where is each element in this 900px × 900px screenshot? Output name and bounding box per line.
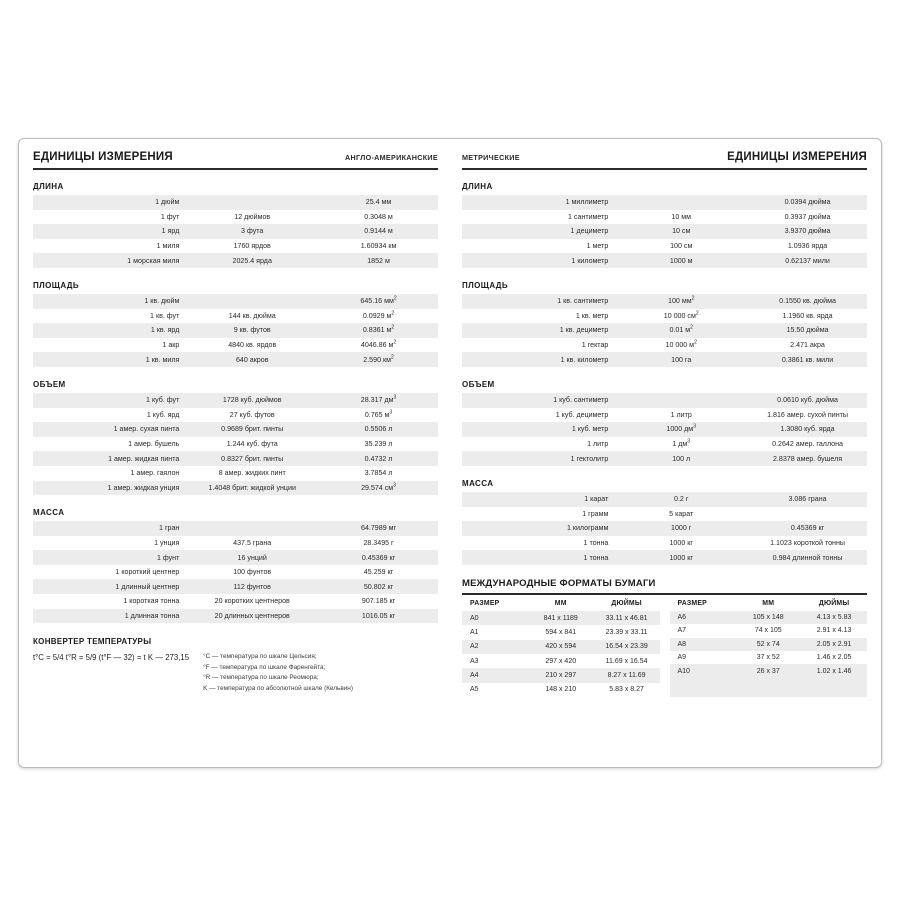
table-cell: 10 000 $м^2$ <box>665 339 697 350</box>
section-title: МАССА <box>33 508 65 518</box>
table-cell: 35.239 л <box>364 440 393 449</box>
table-cell: 1 куб. фут <box>33 393 185 408</box>
conversion-table <box>33 294 438 367</box>
table-cell: 1.4048 брит. жидкой унции <box>185 481 319 496</box>
table-row <box>33 352 438 367</box>
table-cell: 2.8378 амер. бушеля <box>748 451 867 466</box>
table-cell: 1 кв. дюйм <box>33 294 185 309</box>
table-cell: 20 длинных центнеров <box>185 609 319 624</box>
table-cell: A8 <box>670 638 736 651</box>
table-row <box>670 664 868 677</box>
table-row <box>462 352 867 367</box>
table-cell: 4046.86 $м^2$ <box>360 339 397 350</box>
temperature-legend <box>203 652 353 694</box>
conversion-table <box>462 492 867 565</box>
section-volume-metric <box>462 380 867 466</box>
left-column-header <box>33 151 438 170</box>
table-cell: 0.765 $м^3$ <box>364 409 393 419</box>
table-cell: 1 кв. метр <box>575 311 609 320</box>
table-cell: 645.16 $мм^2$ <box>319 294 438 309</box>
table-row <box>33 338 438 353</box>
table-cell: 1 амер. жидкая пинта <box>33 451 185 466</box>
table-cell: 907.185 кг <box>361 597 396 606</box>
paper-formats-tables <box>462 595 867 697</box>
table-cell: 1 короткая тонна <box>123 597 180 606</box>
table-cell: 0.45369 кг <box>319 550 438 565</box>
table-cell: 20 коротких центнеров <box>214 597 290 606</box>
table-body <box>33 294 438 367</box>
table-cell: 5 карат <box>669 509 694 518</box>
conversion-table <box>462 294 867 367</box>
table-cell: 11.69 x 16.54 <box>605 657 648 665</box>
table-row <box>33 609 438 624</box>
table-row <box>462 668 660 682</box>
table-cell: 1 литр <box>670 410 692 419</box>
table-cell <box>801 678 867 697</box>
table-cell: 1 унция <box>154 538 180 547</box>
left-column <box>19 139 450 767</box>
table-cell: A0 <box>462 611 528 625</box>
table-row <box>462 437 867 452</box>
table-cell: 1 куб. дециметр <box>555 410 609 419</box>
section-title: МАССА <box>462 478 494 488</box>
table-row <box>462 195 867 210</box>
table-row <box>462 625 660 639</box>
table-cell: 0.9689 брит. пинты <box>185 422 319 437</box>
section-volume-imperial <box>33 380 438 495</box>
table-cell: 105 x 148 <box>735 611 801 624</box>
table-cell: 594 x 841 <box>545 628 577 636</box>
table-cell: 1 километр <box>462 253 614 268</box>
table-row <box>462 492 867 507</box>
table-cell: 10 мм <box>671 212 692 221</box>
table-cell: 1 фут <box>160 212 180 221</box>
table-cell: 0.2 г <box>614 492 748 507</box>
table-row <box>462 408 867 423</box>
paper-table-left <box>462 595 660 697</box>
table-cell: 112 фунтов <box>185 579 319 594</box>
table-cell: 100 га <box>614 352 748 367</box>
table-cell: 0.0394 дюйма <box>748 195 867 210</box>
table-cell: 1 кв. ярд <box>33 323 185 338</box>
table-cell: 1 гектолитр <box>462 451 614 466</box>
table-cell: 9 кв. футов <box>185 323 319 338</box>
table-body <box>462 393 867 466</box>
table-row <box>462 309 867 324</box>
table-cell: 29.574 $см^3$ <box>319 481 438 496</box>
table-cell: 420 x 594 <box>528 640 594 654</box>
paper-header-row <box>670 595 868 611</box>
table-cell: 100 л <box>614 451 748 466</box>
table-cell: 37 x 52 <box>756 654 780 662</box>
table-cell: 33.11 x 46.81 <box>594 611 660 625</box>
table-cell <box>614 195 748 210</box>
table-cell: 0.8327 брит. пинты <box>185 451 319 466</box>
section-length-imperial <box>33 182 438 268</box>
table-row <box>33 224 438 239</box>
table-row <box>33 253 438 268</box>
table-cell: 640 акров <box>185 352 319 367</box>
table-row <box>462 294 867 309</box>
table-cell: 1.1960 кв. ярда <box>782 311 833 320</box>
table-cell: 1 дюйм <box>33 195 185 210</box>
table-cell: 16.54 x 23.39 <box>594 640 660 654</box>
table-cell: 1016.05 кг <box>319 609 438 624</box>
table-cell: 1000 м <box>614 253 748 268</box>
table-cell: 3 фута <box>185 224 319 239</box>
table-cell: 1 амер. бушель <box>128 440 180 449</box>
table-cell: 1.1023 короткой тонны <box>770 538 845 547</box>
table-row <box>33 309 438 324</box>
table-row <box>462 253 867 268</box>
table-cell: A10 <box>670 664 736 677</box>
table-row <box>462 683 660 697</box>
table-cell: 0.5506 л <box>319 422 438 437</box>
table-row <box>462 210 867 225</box>
table-cell: 1 морская миля <box>33 253 185 268</box>
table-cell: 64.7989 мг <box>319 521 438 536</box>
table-cell: 2025.4 ярда <box>185 253 319 268</box>
table-cell: 1 литр <box>587 440 609 449</box>
paper-table-head <box>462 595 660 611</box>
table-row <box>33 579 438 594</box>
table-cell: 297 x 420 <box>545 657 577 665</box>
table-cell: 1 куб. сантиметр <box>462 393 614 408</box>
table-cell: 2.05 x 2.91 <box>801 638 867 651</box>
table-cell: 1 килограмм <box>462 521 614 536</box>
table-row <box>33 422 438 437</box>
column-header: РАЗМЕР <box>677 599 707 607</box>
table-cell: 1760 ярдов <box>233 242 271 251</box>
table-cell: A3 <box>470 657 479 665</box>
table-row <box>670 624 868 637</box>
table-cell: 4.13 x 5.83 <box>801 611 867 624</box>
table-cell: 1 миллиметр <box>462 195 614 210</box>
table-cell: 0.984 длинной тонны <box>748 550 867 565</box>
column-header: ММ <box>554 599 567 607</box>
table-cell: 12 дюймов <box>234 212 271 221</box>
table-row <box>33 550 438 565</box>
table-cell: 1 миля <box>156 242 180 251</box>
table-cell: 45.259 кг <box>363 568 394 577</box>
table-row <box>33 239 438 254</box>
column-header: РАЗМЕР <box>470 599 500 607</box>
table-cell: 1000 кг <box>614 550 748 565</box>
reference-card <box>18 138 882 768</box>
table-row <box>33 294 438 309</box>
table-cell: 1 дециметр <box>462 224 614 239</box>
conversion-table <box>33 393 438 495</box>
paper-header-row <box>462 595 660 611</box>
column-header: ДЮЙМЫ <box>611 599 642 607</box>
table-row <box>462 323 867 338</box>
table-cell: 1.02 x 1.46 <box>801 664 867 677</box>
section-title: ДЛИНА <box>33 182 64 191</box>
table-row <box>462 611 660 625</box>
table-cell: 1 акр <box>162 341 180 350</box>
conversion-table <box>33 521 438 623</box>
table-cell: 0.4732 л <box>319 451 438 466</box>
table-cell: 1 длинная тонна <box>33 609 185 624</box>
table-body <box>462 492 867 565</box>
table-row <box>33 408 438 423</box>
temperature-converter <box>33 637 438 694</box>
table-cell: 1 фунт <box>33 550 185 565</box>
table-cell: 8.27 x 11.69 <box>594 668 660 682</box>
table-row <box>33 521 438 536</box>
table-cell: 25.4 мм <box>319 195 438 210</box>
table-cell: 1000 кг <box>669 538 693 547</box>
table-row <box>462 550 867 565</box>
table-row <box>33 393 438 408</box>
table-row <box>462 536 867 551</box>
table-cell: 100 см <box>670 242 693 251</box>
table-cell: 1 карат <box>462 492 614 507</box>
table-cell: 841 x 1189 <box>528 611 594 625</box>
table-row <box>33 466 438 481</box>
table-cell: 1 грамм <box>582 509 609 518</box>
table-row <box>462 224 867 239</box>
table-cell: 1 короткий центнер <box>115 568 180 577</box>
table-cell: 0.8361 $м^2$ <box>319 323 438 338</box>
table-cell: 0.3048 м <box>364 212 393 221</box>
table-cell: 1 гран <box>33 521 185 536</box>
table-cell: 0.9144 м <box>319 224 438 239</box>
table-cell: 0.1550 кв. дюйма <box>748 294 867 309</box>
table-row <box>670 678 868 697</box>
section-title: ПЛОЩАДЬ <box>462 280 509 290</box>
table-cell: 28.317 $дм^3$ <box>319 393 438 408</box>
table-cell: 50.802 кг <box>319 579 438 594</box>
section-area-imperial <box>33 281 438 367</box>
table-row <box>670 638 868 651</box>
table-cell: 5.83 x 8.27 <box>609 686 644 694</box>
column-header: ДЮЙМЫ <box>818 599 850 607</box>
table-cell: 3.086 грана <box>748 492 867 507</box>
table-cell: 1 $дм^3$ <box>672 438 691 449</box>
table-cell: 210 x 297 <box>528 668 594 682</box>
legend-line: °F — температура по шкале Фаренгейта; <box>203 663 326 671</box>
table-cell: 16 унций <box>185 550 319 565</box>
table-cell: 2.471 акра <box>790 341 825 350</box>
table-cell: 2.590 $км^2$ <box>319 352 438 367</box>
table-cell: 100 фунтов <box>233 568 272 577</box>
table-cell: 1 куб. ярд <box>146 410 180 419</box>
left-header-title: ЕДИНИЦЫ ИЗМЕРЕНИЯ <box>33 151 173 163</box>
paper-table-right <box>670 595 868 697</box>
table-cell <box>185 521 319 536</box>
table-cell: A6 <box>670 611 736 624</box>
table-cell: 1728 куб. дюймов <box>185 393 319 408</box>
table-row <box>670 611 868 624</box>
table-row <box>33 565 438 580</box>
table-row <box>462 507 867 522</box>
table-cell: 2.91 x 4.13 <box>816 627 852 635</box>
table-cell: 3.9370 дюйма <box>748 224 867 239</box>
paper-table-head <box>670 595 868 611</box>
table-body <box>462 195 867 268</box>
table-cell: 0.62137 мили <box>748 253 867 268</box>
table-cell: 1 сантиметр <box>568 212 609 221</box>
temperature-title: КОНВЕРТЕР ТЕМПЕРАТУРЫ <box>33 637 152 647</box>
table-row <box>462 654 660 668</box>
table-cell: 0.2642 амер. галлона <box>772 440 843 449</box>
right-header-subtitle: МЕТРИЧЕСКИЕ <box>462 153 520 162</box>
table-cell <box>185 195 319 210</box>
conversion-table <box>462 393 867 466</box>
table-cell: A7 <box>677 627 687 635</box>
paper-formats-title: МЕЖДУНАРОДНЫЕ ФОРМАТЫ БУМАГИ <box>462 578 867 595</box>
conversion-table <box>462 195 867 268</box>
table-cell: A5 <box>470 686 479 694</box>
temperature-formula: t°C = 5/4 t°R = 5/9 (t°F — 32) = t K — 273,15 <box>33 653 190 663</box>
table-cell: 1 кв. километр <box>462 352 614 367</box>
right-header-title: ЕДИНИЦЫ ИЗМЕРЕНИЯ <box>727 151 867 163</box>
table-row <box>462 521 867 536</box>
right-column <box>450 139 881 767</box>
table-body <box>33 195 438 268</box>
table-cell: 1 тонна <box>583 538 609 547</box>
table-cell <box>614 393 748 408</box>
conversion-table <box>33 195 438 268</box>
right-column-header <box>462 151 867 170</box>
table-cell: A1 <box>470 628 479 636</box>
table-cell <box>735 678 801 697</box>
table-cell: 1 амер. гаялон <box>130 469 180 478</box>
section-title: ДЛИНА <box>462 182 493 191</box>
table-cell: 26 x 37 <box>735 664 801 677</box>
table-body <box>33 393 438 495</box>
table-row <box>462 393 867 408</box>
table-cell: 10 000 $см^2$ <box>663 310 699 320</box>
column-header: ММ <box>762 599 775 607</box>
table-row <box>33 437 438 452</box>
table-row <box>33 323 438 338</box>
table-cell: 1852 м <box>319 253 438 268</box>
table-cell: A2 <box>462 640 528 654</box>
table-row <box>33 210 438 225</box>
table-cell: 0.0610 куб. дюйма <box>748 393 867 408</box>
section-area-metric <box>462 281 867 367</box>
table-row <box>462 640 660 654</box>
table-cell: 28.3495 г <box>363 538 394 547</box>
table-cell: 1 кв. сантиметр <box>462 294 614 309</box>
table-row <box>33 536 438 551</box>
table-row <box>33 195 438 210</box>
table-cell: 52 x 74 <box>735 638 801 651</box>
section-title: ОБЪЕМ <box>462 379 495 389</box>
section-length-metric <box>462 182 867 268</box>
table-cell: 1 куб. метр <box>462 422 614 437</box>
table-cell <box>748 507 867 522</box>
paper-body-right <box>670 611 868 697</box>
temperature-body <box>33 652 438 694</box>
section-mass-metric <box>462 479 867 565</box>
paper-body-left <box>462 611 660 697</box>
table-cell: 144 кв. дюйма <box>228 311 276 320</box>
table-row <box>462 239 867 254</box>
table-row <box>33 451 438 466</box>
table-cell: 1 амер. сухая пинта <box>33 422 185 437</box>
table-cell: 0.3937 дюйма <box>784 212 831 221</box>
table-cell: 15.50 дюйма <box>748 323 867 338</box>
section-title: ОБЪЕМ <box>33 379 66 389</box>
table-cell: 1000 г <box>614 521 748 536</box>
table-cell: 0.01 $м^2$ <box>614 323 748 338</box>
table-cell: 8 амер. жидких пинт <box>218 469 286 478</box>
table-cell: 1 длинный центнер <box>33 579 185 594</box>
table-cell: 1 тонна <box>462 550 614 565</box>
legend-line: °R — температура по шкале Реомюра; <box>203 674 319 682</box>
table-row <box>670 651 868 664</box>
legend-line: K — температура по абсолютной шкале (Кельвин) <box>203 684 353 692</box>
table-row <box>462 338 867 353</box>
table-row <box>33 481 438 496</box>
table-cell: 10 см <box>614 224 748 239</box>
table-cell <box>185 294 319 309</box>
table-cell: 1.60934 км <box>360 242 397 251</box>
table-cell: 1 метр <box>586 242 609 251</box>
section-title: ПЛОЩАДЬ <box>33 280 80 290</box>
table-row <box>462 451 867 466</box>
legend-line: °C — температура по шкале Цельсия; <box>203 653 317 661</box>
table-cell: 437.5 грана <box>233 538 272 547</box>
table-cell: 0.3861 кв. мили <box>748 352 867 367</box>
table-cell: 1 амер. жидкая унция <box>33 481 185 496</box>
table-cell: A9 <box>677 654 687 662</box>
table-cell: 27 куб. футов <box>229 410 275 419</box>
table-cell: 1 кв. фут <box>150 311 180 320</box>
table-cell: 1 ярд <box>33 224 185 239</box>
table-cell: 1 кв. миля <box>33 352 185 367</box>
table-cell: 0.45369 кг <box>748 521 867 536</box>
section-mass-imperial <box>33 508 438 623</box>
table-cell: 1.244 куб. фута <box>226 440 278 449</box>
table-row <box>462 422 867 437</box>
table-cell: 74 x 105 <box>754 627 782 635</box>
table-cell: 1.46 x 2.05 <box>816 654 852 662</box>
table-cell: 23.39 x 33.11 <box>605 628 648 636</box>
table-body <box>33 521 438 623</box>
table-cell: 0.0929 $м^2$ <box>362 310 395 320</box>
table-cell: 100 $мм^2$ <box>614 294 748 309</box>
table-cell: 4840 кв. ярдов <box>228 341 277 350</box>
table-body <box>462 294 867 367</box>
table-cell: 148 x 210 <box>545 686 577 694</box>
table-cell: 1.0936 ярда <box>787 242 828 251</box>
table-cell: 1 гектар <box>581 341 609 350</box>
table-row <box>33 594 438 609</box>
table-cell: 1 кв. дециметр <box>462 323 614 338</box>
table-cell <box>670 678 736 697</box>
table-cell: 1.816 амер. сухой пинты <box>767 410 848 419</box>
table-cell: 1000 $дм^3$ <box>614 422 748 437</box>
left-header-subtitle: АНГЛО-АМЕРИКАНСКИЕ <box>345 153 438 162</box>
table-cell: 3.7854 л <box>364 469 393 478</box>
table-cell: A4 <box>462 668 528 682</box>
table-cell: 1.3080 куб. ярда <box>748 422 867 437</box>
